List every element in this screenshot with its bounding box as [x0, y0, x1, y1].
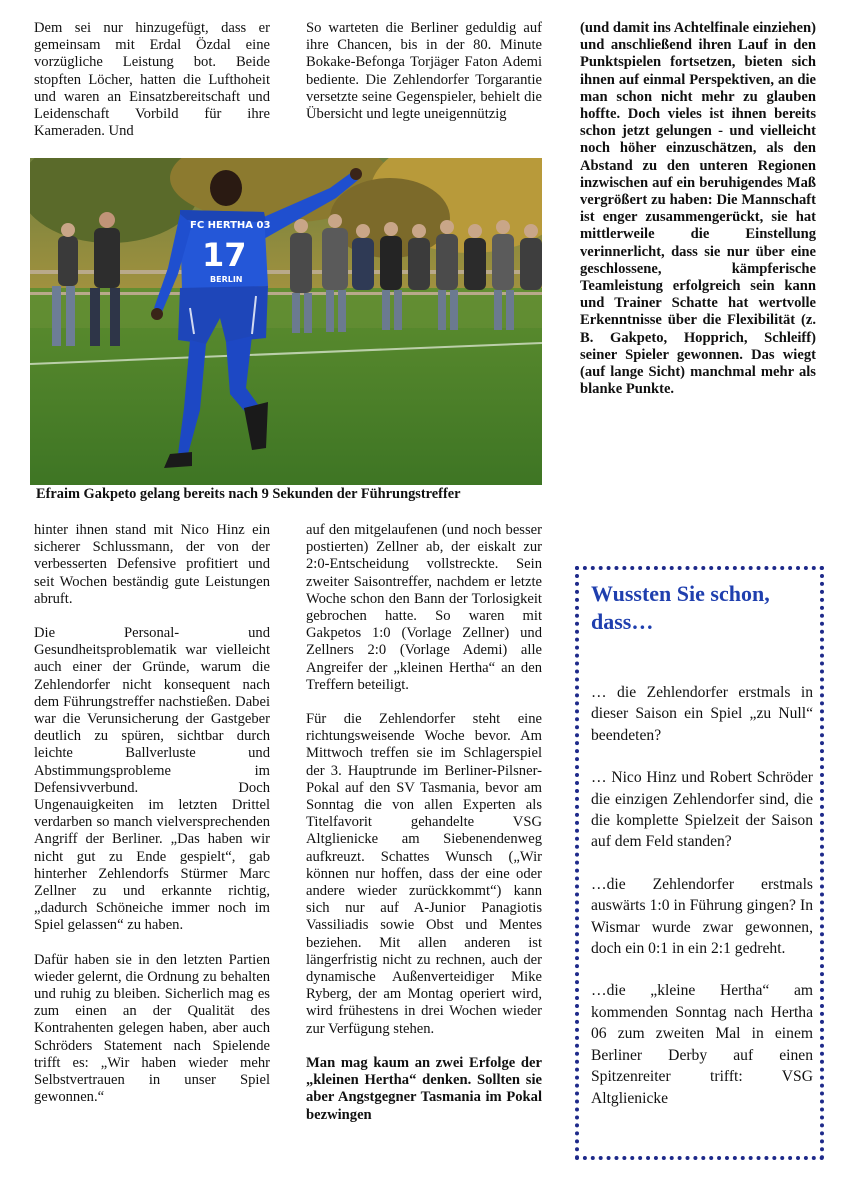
paragraph: Für die Zehlendorfer steht eine richtungsweisende Woche bevor. Am Mittwoch treffen sie im Schlagerspiel der 3. Hauptrunde im Berliner-Pilsner-Pokal auf den SV Tasmania, bevor am Sonntag die von allen Experten als Titelfavorit gehandelte VSG Altglienicke am Siebenendenweg aufkreuzt. Schattes Wunsch („Wir können nur hoffen, dass der eine oder andere wieder zurückkommt“) kann sich nur auf A-Junior Panagiotis Vassiliadis sowie Obst und Mentes beziehen. Mit allen anderen ist längerfristig nicht zu rechnen, auch der dynamische Außenverteidiger Mike Ryberg, der am Montag operiert wird, wird frühestens in drei Wochen wieder zur Verfügung stehen. [306, 711, 542, 1037]
photo-caption: Efraim Gakpeto gelang bereits nach 9 Sekunden der Führungstreffer [36, 486, 461, 502]
article-column-bottom-2 [306, 522, 542, 1124]
jersey-city-text: BERLIN [210, 275, 243, 284]
paragraph: auf den mitgelaufenen (und noch besser postierten) Zellner ab, der eiskalt zur 2:0-Entscheidung vollstreckte. Sein zweiter Saisontreffer, nachdem er letzte Woche schon den Bann der Torlosigkeit gebrochen hatte. So waren mit Gakpetos 1:0 (Vorlage Zellner) und Zellners 2:0 (Vorlage Ademi) alle Angreifer der „kleinen Hertha“ an den Treffern beteiligt. [306, 522, 542, 693]
infobox-item: … Nico Hinz und Robert Schröder die einzigen Zehlendorfer sind, die die komplette Spielzeit der Saison auf dem Feld standen? [591, 769, 813, 851]
infobox-body [591, 682, 813, 1130]
infobox-item: …die „kleine Hertha“ am kommenden Sonntag nach Hertha 06 zum zweiten Mal in einem Berliner Derby auf einen Spitzenreiter trifft: VSG Altglienicke [591, 982, 813, 1107]
match-photo [30, 158, 542, 485]
infobox-title: Wussten Sie schon, dass… [591, 581, 770, 634]
football-player-illustration [30, 158, 542, 485]
infobox-item: … die Zehlendorfer erstmals in dieser Saison ein Spiel „zu Null“ beendeten? [591, 684, 813, 744]
article-column-top-2 [306, 20, 542, 123]
article-column-top-3 [580, 20, 816, 398]
article-column-bottom-1 [34, 522, 270, 1107]
jersey-club-text: FC HERTHA 03 [190, 220, 271, 231]
paragraph: Die Personal- und Gesundheitsproblematik war vielleicht auch einer der Gründe, warum die Zehlendorfer nicht konsequent nach dem Führungstreffer nachstießen. Dabei war die Verunsicherung der Gastgeber deutlich zu spüren, sichtbar durch leichte Ballverluste und Abstimmungsprobleme im Defensivverbund. Doch Ungenauigkeiten im letzten Drittel verdarben so manch vielversprechenden Angriff der Berliner. „Das haben wir nicht gut zu Ende gespielt“, gab hinterher Zehlendorfs Stürmer Marc Zellner zu und erkannte richtig, „dadurch Schöneiche immer noch im Spiel gelassen“ zu haben. [34, 625, 270, 934]
paragraph: (und damit ins Achtelfinale einziehen) und anschließend ihren Lauf in den Punktspielen fortsetzen, bieten sich ihnen auf einmal Perspektiven, an die man schon nicht mehr zu glauben hoffte. Doch vieles ist ihnen bereits schon jetzt gelungen - und vielleicht noch höher einzuschätzen, als den Abstand zu den unteren Regionen inzwischen auf ein beruhigendes Maß vergrößert zu haben: Die Mannschaft ist enger zusammengerückt, sie hat mittlerweile die Einstellung verinnerlicht, dass sie nur über eine geschlossene, kämpferische Teamleistung erfolgreich sein kann und Trainer Schatte hat wertvolle Erkenntnisse über die Flexibilität (z. B. Gakpeto, Hopprich, Schleiff) seiner Spieler gewonnen. Das wiegt (auf lange Sicht) manchmal mehr als blanke Punkte. [580, 20, 816, 398]
paragraph: hinter ihnen stand mit Nico Hinz ein sicherer Schlussmann, der von der verbesserten Defensive profitiert und seit Wochen beständig gute Leistungen abruft. [34, 522, 270, 607]
paragraph: Dafür haben sie in den letzten Partien wieder gelernt, die Ordnung zu behalten und ruhig zu bleiben. Sicherlich mag es zum einen an der Qualität des Kontrahenten gelegen haben, aber auch Schröders Statement nach Spielende trifft es: „Wir haben wieder mehr Selbstvertrauen in unser Spiel gewonnen.“ [34, 951, 270, 1106]
article-column-top-1 [34, 20, 270, 140]
jersey-number: 17 [202, 236, 247, 274]
paragraph: Dem sei nur hinzugefügt, dass er gemeinsam mit Erdal Özdal eine vorzügliche Leistung bot. Beide stopften Löcher, hatten die Lufthoheit und waren an Einsatzbereitschaft und Leidenschaft Vorbild für ihre Kameraden. Und [34, 20, 270, 140]
did-you-know-box [575, 566, 824, 1160]
paragraph: So warteten die Berliner geduldig auf ihre Chancen, bis in der 80. Minute Bokake-Befonga Torjäger Faton Ademi bediente. Die Zehlendorfer Torgarantie versetzte seine Gegenspieler, behielt die Übersicht und legte uneigennützig [306, 20, 542, 123]
paragraph: Man mag kaum an zwei Erfolge der „kleinen Hertha“ denken. Sollten sie aber Angstgegner Tasmania im Pokal bezwingen [306, 1054, 542, 1123]
infobox-item: …die Zehlendorfer erstmals auswärts 1:0 in Führung gingen? In Wismar wurde zwar gewonnen, doch ein 0:1 in ein 2:1 gedreht. [591, 875, 813, 958]
